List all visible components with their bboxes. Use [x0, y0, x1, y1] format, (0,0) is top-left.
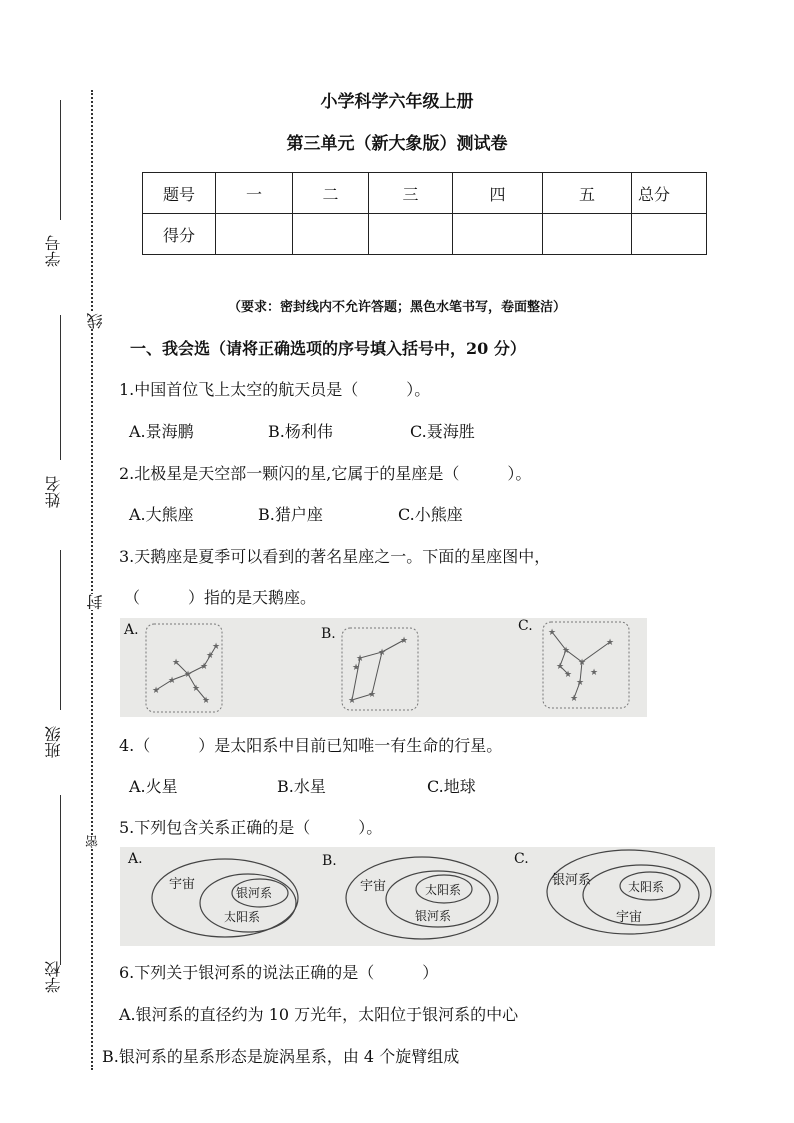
svg-text:★: ★ [212, 642, 221, 652]
score-blank-cell[interactable] [543, 214, 632, 255]
svg-text:★: ★ [202, 696, 211, 706]
constellation-label-b: B. [321, 626, 336, 642]
page-title: 小学科学六年级上册 [320, 92, 474, 112]
question-1: 1.中国首位飞上太空的航天员是（ ）。 [119, 380, 431, 399]
score-blank-cell[interactable] [369, 214, 453, 255]
diagram-b-galaxy: 银河系 [415, 909, 452, 923]
q2-option-c: C.小熊座 [398, 505, 463, 524]
constellation-b-stars [348, 636, 408, 706]
question-3-cont: （ ）指的是天鹅座。 [124, 588, 317, 607]
binding-char-mi: 密 [86, 835, 101, 848]
svg-text:★: ★ [570, 694, 579, 704]
score-cell: 五 [543, 173, 632, 214]
svg-text:★: ★ [556, 662, 565, 672]
constellation-a-stars [152, 642, 220, 706]
diagram-b-solar-system: 太阳系 [425, 883, 462, 897]
score-blank-cell[interactable] [453, 214, 543, 255]
svg-text:★: ★ [192, 684, 201, 694]
question-6: 6.下列关于银河系的说法正确的是（ ） [119, 963, 439, 982]
svg-text:★: ★ [152, 686, 161, 696]
score-table-score-row [143, 214, 707, 255]
student-id-label: 学号 [44, 235, 63, 267]
inclusion-label-a: A. [128, 851, 143, 867]
svg-text:★: ★ [356, 654, 365, 664]
diagram-b-universe: 宇宙 [360, 879, 387, 894]
svg-text:★: ★ [590, 668, 599, 678]
q6-option-b: B.银河系的星系形态是旋涡星系，由 4 个旋臂组成 [102, 1047, 460, 1066]
q6-option-a: A.银河系的直径约为 10 万光年，太阳位于银河系的中心 [119, 1005, 519, 1024]
question-4: 4.（ ）是太阳系中目前已知唯一有生命的行星。 [119, 736, 503, 755]
name-label: 姓名 [44, 476, 63, 508]
score-cell: 总分 [632, 173, 707, 214]
score-cell: 二 [293, 173, 369, 214]
score-cell: 题号 [143, 173, 216, 214]
diagram-a-galaxy: 银河系 [236, 886, 273, 900]
diagram-a-solar-system: 太阳系 [224, 910, 261, 924]
inclusion-diagram-image [120, 847, 715, 946]
diagram-c-universe: 宇宙 [616, 910, 643, 925]
svg-text:★: ★ [606, 638, 615, 648]
name-blank [60, 315, 61, 460]
q1-option-b: B.杨利伟 [268, 422, 333, 441]
q2-option-a: A.大熊座 [129, 505, 194, 524]
svg-text:★: ★ [368, 690, 377, 700]
diagram-a-universe: 宇宙 [169, 877, 196, 892]
page-subtitle: 第三单元（新大象版）测试卷 [286, 134, 508, 154]
svg-text:★: ★ [578, 658, 587, 668]
svg-text:★: ★ [206, 651, 215, 661]
q4-option-b: B.水星 [277, 777, 326, 796]
svg-text:★: ★ [200, 662, 209, 672]
score-row-label: 得分 [143, 214, 216, 255]
score-table [142, 172, 707, 255]
svg-text:★: ★ [348, 696, 357, 706]
inclusion-label-b: B. [322, 853, 337, 869]
svg-text:★: ★ [548, 628, 557, 638]
constellation-image [120, 618, 647, 717]
constellation-label-c: C. [518, 618, 533, 634]
svg-text:★: ★ [564, 670, 573, 680]
svg-text:★: ★ [400, 636, 409, 646]
svg-text:★: ★ [184, 670, 193, 680]
score-blank-cell[interactable] [632, 214, 707, 255]
diagram-c-solar-system: 太阳系 [628, 880, 665, 894]
q4-option-a: A.火星 [129, 777, 178, 796]
svg-text:★: ★ [378, 648, 387, 658]
binding-char-feng: 封 [86, 594, 105, 610]
school-blank [60, 795, 61, 965]
score-cell: 三 [369, 173, 453, 214]
q2-option-b: B.猎户座 [258, 505, 323, 524]
constellation-diagrams [120, 618, 647, 717]
class-blank [60, 550, 61, 710]
section-1-heading: 一、我会选（请将正确选项的序号填入括号中，20 分） [130, 339, 526, 358]
svg-text:★: ★ [168, 676, 177, 686]
diagram-c-galaxy: 银河系 [552, 873, 592, 888]
seal-dotted-line [91, 90, 93, 1070]
binding-char-xian: 线 [86, 313, 105, 329]
score-cell: 四 [453, 173, 543, 214]
score-table-header-row [143, 173, 707, 214]
class-label: 班级 [44, 726, 63, 758]
constellation-label-a: A. [124, 622, 139, 638]
inclusion-label-c: C. [514, 851, 529, 867]
score-blank-cell[interactable] [293, 214, 369, 255]
score-cell: 一 [216, 173, 293, 214]
question-3: 3.天鹅座是夏季可以看到的著名星座之一。下面的星座图中， [119, 547, 551, 566]
question-5: 5.下列包含关系正确的是（ ）。 [119, 818, 383, 837]
svg-text:★: ★ [576, 678, 585, 688]
svg-text:★: ★ [352, 663, 361, 673]
q4-option-c: C.地球 [427, 777, 476, 796]
inclusion-diagrams [120, 847, 715, 946]
score-blank-cell[interactable] [216, 214, 293, 255]
student-id-blank [60, 100, 61, 220]
question-2: 2.北极星是天空部一颗闪的星,它属于的星座是（ ）。 [119, 464, 532, 483]
q1-option-c: C.聂海胜 [410, 422, 475, 441]
school-label: 学校 [44, 961, 63, 993]
requirement-note: （要求：密封线内不允许答题；黑色水笔书写，卷面整洁） [227, 300, 566, 315]
svg-text:★: ★ [172, 658, 181, 668]
svg-text:★: ★ [562, 646, 571, 656]
q1-option-a: A.景海鹏 [129, 422, 194, 441]
